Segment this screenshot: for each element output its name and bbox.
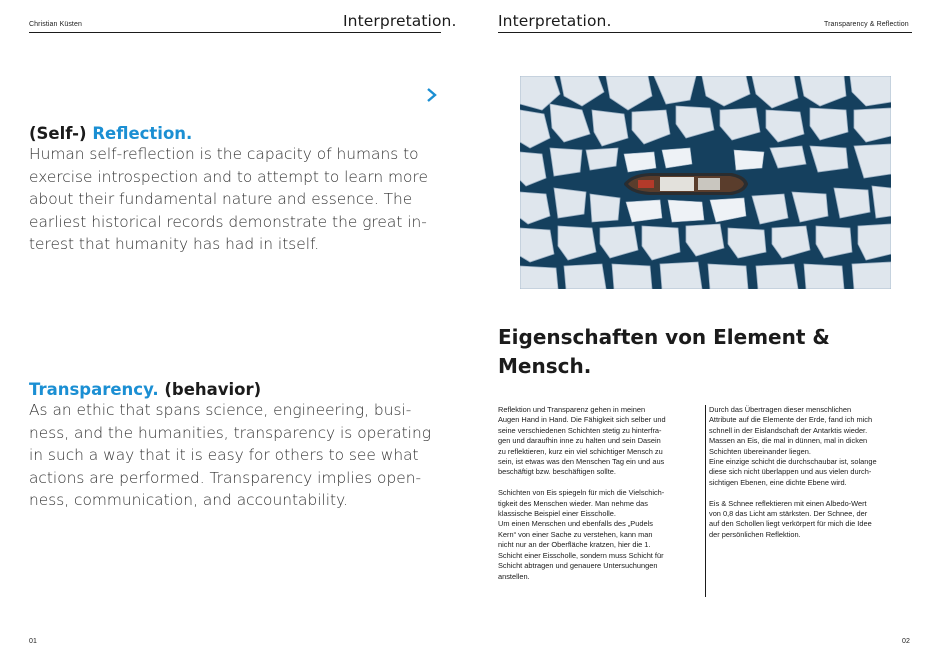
heading-line: Mensch. [498,354,592,378]
left-section-title: Interpretation. [343,12,457,30]
reflection-line: about their fundamental nature and essence. The [29,190,413,209]
column-divider [705,405,706,597]
right-section-title: Interpretation. [498,12,612,30]
right-main-heading [498,323,830,381]
reflection-body [29,143,449,256]
reflection-line: exercise introspection and to attempt to learn more [29,167,428,186]
reflection-heading-prefix: (Self-) [29,124,87,143]
reflection-line: earliest historical records demonstrate the great in- [29,212,427,231]
left-header-rule [29,32,441,33]
transparency-line: As an ethic that spans science, engineering, busi- [29,401,412,419]
transparency-line: ness, and the humanities, transparency is operating [29,423,431,442]
right-page-number: 02 [902,638,910,645]
reflection-line: terest that humanity has had in itself. [29,235,320,254]
transparency-block [29,380,449,512]
chevron-right-icon[interactable] [425,86,441,104]
text-column-1: Reflektion und Transparenz gehen in meinen Augen Hand in Hand. Die Fähigkeit sich selber und seine verschiedenen Schichten stetig zu hinterfra- gen und daraufhin inne zu halten und sein Dasein zu reflektieren, kurz ein viel schichtiger Mensch zu sein, ist etwas was den Menschen Tag ein und aus beschäftigt bzw. beschäftigen sollte. Schichten von Eis spiegeln für mich die Vielschich- tigkeit des Menschen wieder. Man nehme das klassische Beispiel einer Eisscholle. Um einen Menschen und ebenfalls des „Pudels Kern“ von einer Sache zu verstehen, kann man nicht nur an der Oberfläche kratzen, hier die 1. Schicht einer Eisscholle, sondern muss Schicht für Schicht abtragen und genauere Untersuchungen anstellen. [498,405,666,581]
transparency-line: ness, communication, and accountability. [29,491,348,510]
left-page-number: 01 [29,638,37,645]
author-name: Christian Küsten [29,21,82,28]
right-header-rule [498,32,912,33]
reflection-block [29,124,449,256]
heading-line: Eigenschaften von Element & [498,325,830,349]
transparency-heading [29,380,449,399]
ice-floes-photo [520,76,891,289]
text-column-2: Durch das Übertragen dieser menschlichen Attribute auf die Elemente der Erde, fand ich mich schnell in der Eislandschaft der Antarktis wieder. Massen an Eis, die mal in dünnen, mal in dicken Schichten übereinander liegen. Eine einzige schicht die durchschaubar ist, solange diese sich nicht überlappen und aus vielen durch- sichtigen Ebenen, eine dichte Ebene wird. Eis & Schnee reflektieren mit einen Albedo-Wert von 0,8 das Licht am stärksten. Der Schnee, der auf den Schollen liegt verkörpert für mich die Idee der persönlichen Reflektion. [709,405,877,539]
transparency-body [29,399,449,512]
right-subtitle: Transparency & Reflection [824,21,909,28]
ice-photo-illustration [520,76,891,289]
transparency-heading-suffix: (behavior) [164,380,262,399]
reflection-heading-accent: Reflection. [92,124,193,143]
reflection-heading [29,124,449,143]
ship [624,173,748,195]
transparency-line: in such a way that it is easy for others to see what [29,446,419,465]
transparency-line: actions are performed. Transparency implies open- [29,468,422,487]
transparency-heading-accent: Transparency. [29,380,159,399]
reflection-line: Human self-reflection is the capacity of humans to [29,145,419,163]
